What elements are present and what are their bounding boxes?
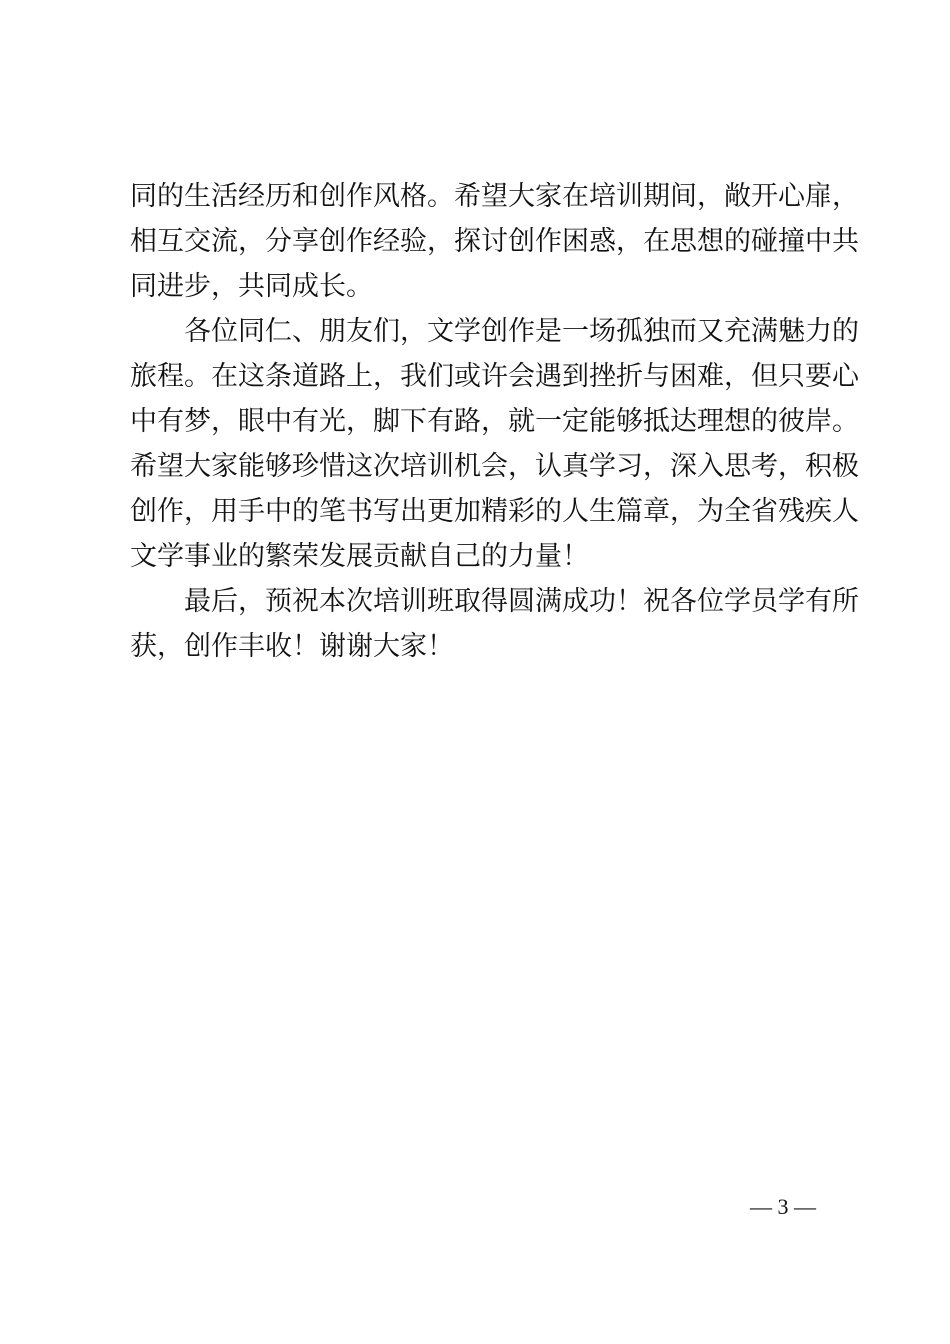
text-line: 获，创作丰收！谢谢大家！ bbox=[130, 631, 454, 662]
paragraph-2 bbox=[130, 309, 859, 579]
text-line: 旅程。在这条道路上，我们或许会遇到挫折与困难，但只要心 bbox=[130, 361, 859, 392]
text-line: 同的生活经历和创作风格。希望大家在培训期间，敞开心扉， bbox=[130, 181, 859, 212]
document-body bbox=[130, 174, 859, 669]
text-line: 文学事业的繁荣发展贡献自己的力量！ bbox=[130, 541, 589, 572]
text-line: 中有梦，眼中有光，脚下有路，就一定能够抵达理想的彼岸。 bbox=[130, 406, 859, 437]
text-line: 同进步，共同成长。 bbox=[130, 271, 373, 302]
text-line: 创作，用手中的笔书写出更加精彩的人生篇章，为全省残疾人 bbox=[130, 496, 859, 527]
paragraph-1 bbox=[130, 174, 859, 309]
text-line: 希望大家能够珍惜这次培训机会，认真学习，深入思考，积极 bbox=[130, 451, 859, 482]
text-line: 相互交流，分享创作经验，探讨创作困惑，在思想的碰撞中共 bbox=[130, 226, 859, 257]
page-number: — 3 — bbox=[750, 1194, 816, 1219]
text-line: 最后，预祝本次培训班取得圆满成功！祝各位学员学有所 bbox=[184, 586, 859, 617]
paragraph-3 bbox=[130, 579, 859, 669]
text-line: 各位同仁、朋友们，文学创作是一场孤独而又充满魅力的 bbox=[184, 316, 859, 347]
